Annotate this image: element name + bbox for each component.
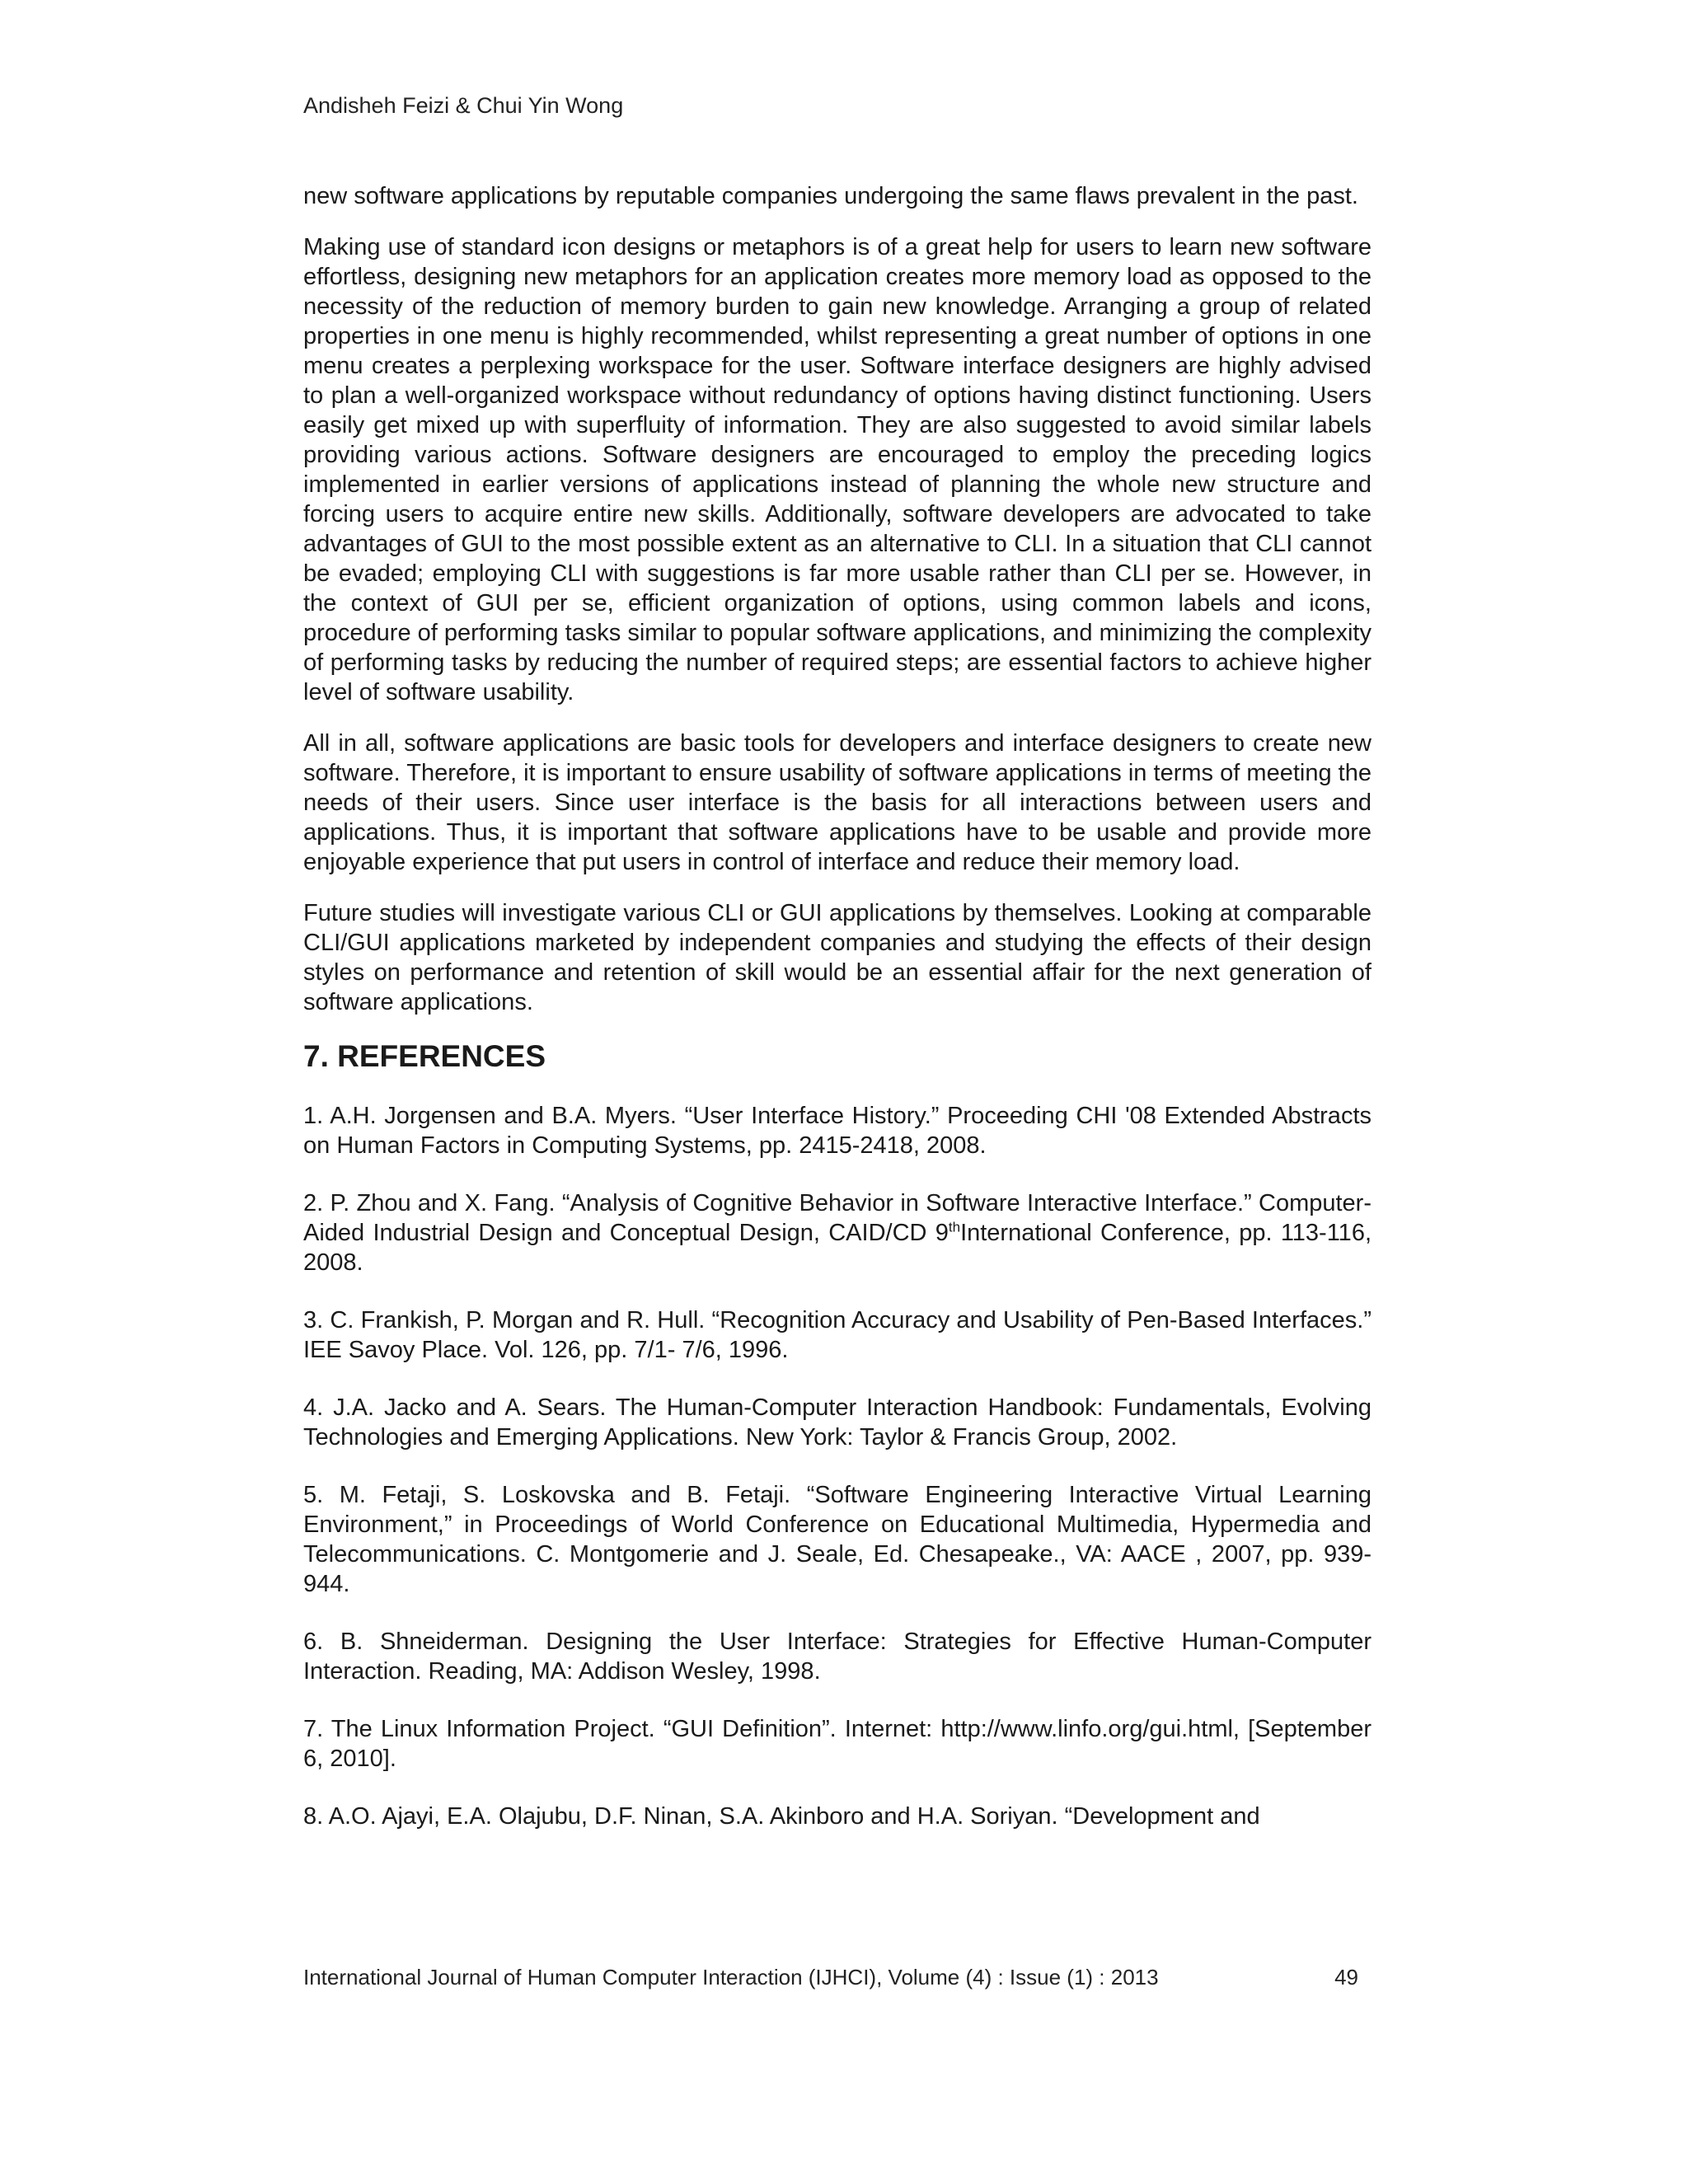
page-number: 49 [1334, 1965, 1358, 1990]
reference-item-5: 5. M. Fetaji, S. Loskovska and B. Fetaji. “Software Engineering Interactive Virtual Learning Environment,” in Proceedings of World Conference on Educational Multimedia, Hypermedia and Telecommunications. C. Montgomerie and J. Seale, Ed. Chesapeake., VA: AACE , 2007, pp. 939-944. [303, 1482, 1372, 1597]
reference-item-6: 6. B. Shneiderman. Designing the User Interface: Strategies for Effective Human-Computer Interaction. Reading, MA: Addison Wesley, 1998. [303, 1629, 1372, 1685]
paragraph-1: new software applications by reputable companies undergoing the same flaws prevalent in the past. [303, 183, 1358, 209]
paper-page [303, 0, 1372, 2184]
page-footer [303, 1963, 1358, 1991]
body-text [303, 181, 1372, 1859]
reference-item-4: 4. J.A. Jacko and A. Sears. The Human-Computer Interaction Handbook: Fundamentals, Evolving Technologies and Emerging Applications. New York: Taylor & Francis Group, 2002. [303, 1394, 1372, 1451]
paragraph-3: All in all, software applications are basic tools for developers and interface designers to create new software. Therefore, it is important to ensure usability of software applications in terms of meeting the needs of their users. Since user interface is the basis for all interactions between users and applications. Thus, it is important that software applications have to be usable and provide more enjoyable experience that put users in control of interface and reduce their memory load. [303, 730, 1372, 875]
reference-item-1: 1. A.H. Jorgensen and B.A. Myers. “User Interface History.” Proceeding CHI '08 Extended Abstracts on Human Factors in Computing Systems, pp. 2415-2418, 2008. [303, 1103, 1372, 1159]
ordinal-superscript: th [948, 1219, 961, 1235]
footer-journal: International Journal of Human Computer Interaction (IJHCI), Volume (4) : Issue (1) : 2013 [303, 1965, 1159, 1990]
reference-item-7: 7. The Linux Information Project. “GUI Definition”. Internet: http://www.linfo.org/gui.html, [September 6, 2010]. [303, 1716, 1372, 1772]
paragraph-4: Future studies will investigate various CLI or GUI applications by themselves. Looking at comparable CLI/GUI applications marketed by independent companies and studying the effects of their design styles on performance and retention of skill would be an essential affair for the next generation of software applications. [303, 900, 1372, 1015]
reference-list [303, 1101, 1372, 1831]
reference-item-2-text: 2. P. Zhou and X. Fang. “Analysis of Cognitive Behavior in Software Interactive Interface.” Computer-Aided Industrial Design and Conceptual Design, CAID/CD 9 [303, 1190, 1372, 1246]
references-heading: 7. REFERENCES [303, 1039, 546, 1073]
reference-item-8: 8. A.O. Ajayi, E.A. Olajubu, D.F. Ninan, S.A. Akinboro and H.A. Soriyan. “Development and [303, 1803, 1260, 1830]
reference-item-3: 3. C. Frankish, P. Morgan and R. Hull. “Recognition Accuracy and Usability of Pen-Based Interfaces.” IEE Savoy Place. Vol. 126, pp. 7/1- 7/6, 1996. [303, 1307, 1372, 1363]
paragraph-2: Making use of standard icon designs or metaphors is of a great help for users to learn new software effortless, designing new metaphors for an application creates more memory load as opposed to the necessity of the reduction of memory burden to gain new knowledge. Arranging a group of related properties in one menu is highly recommended, whilst representing a great number of options in one menu creates a perplexing workspace for the user. Software interface designers are highly advised to plan a well-organized workspace without redundancy of options having distinct functioning. Users easily get mixed up with superfluity of information. They are also suggested to avoid similar labels providing various actions. Software designers are encouraged to employ the preceding logics implemented in earlier versions of applications instead of planning the whole new structure and forcing users to acquire entire new skills. Additionally, software developers are advocated to take advantages of GUI to the most possible extent as an alternative to CLI. In a situation that CLI cannot be evaded; employing CLI with suggestions is far more usable rather than CLI per se. However, in the context of GUI per se, efficient organization of options, using common labels and icons, procedure of performing tasks similar to popular software applications, and minimizing the complexity of performing tasks by reducing the number of required steps; are essential factors to achieve higher level of software usability. [303, 234, 1372, 705]
reference-item-2 [303, 1188, 1372, 1277]
reference-item-2-text-end: International Conference, pp. 113-116, 2008. [303, 1220, 1372, 1276]
running-header-authors: Andisheh Feizi & Chui Yin Wong [303, 93, 624, 118]
